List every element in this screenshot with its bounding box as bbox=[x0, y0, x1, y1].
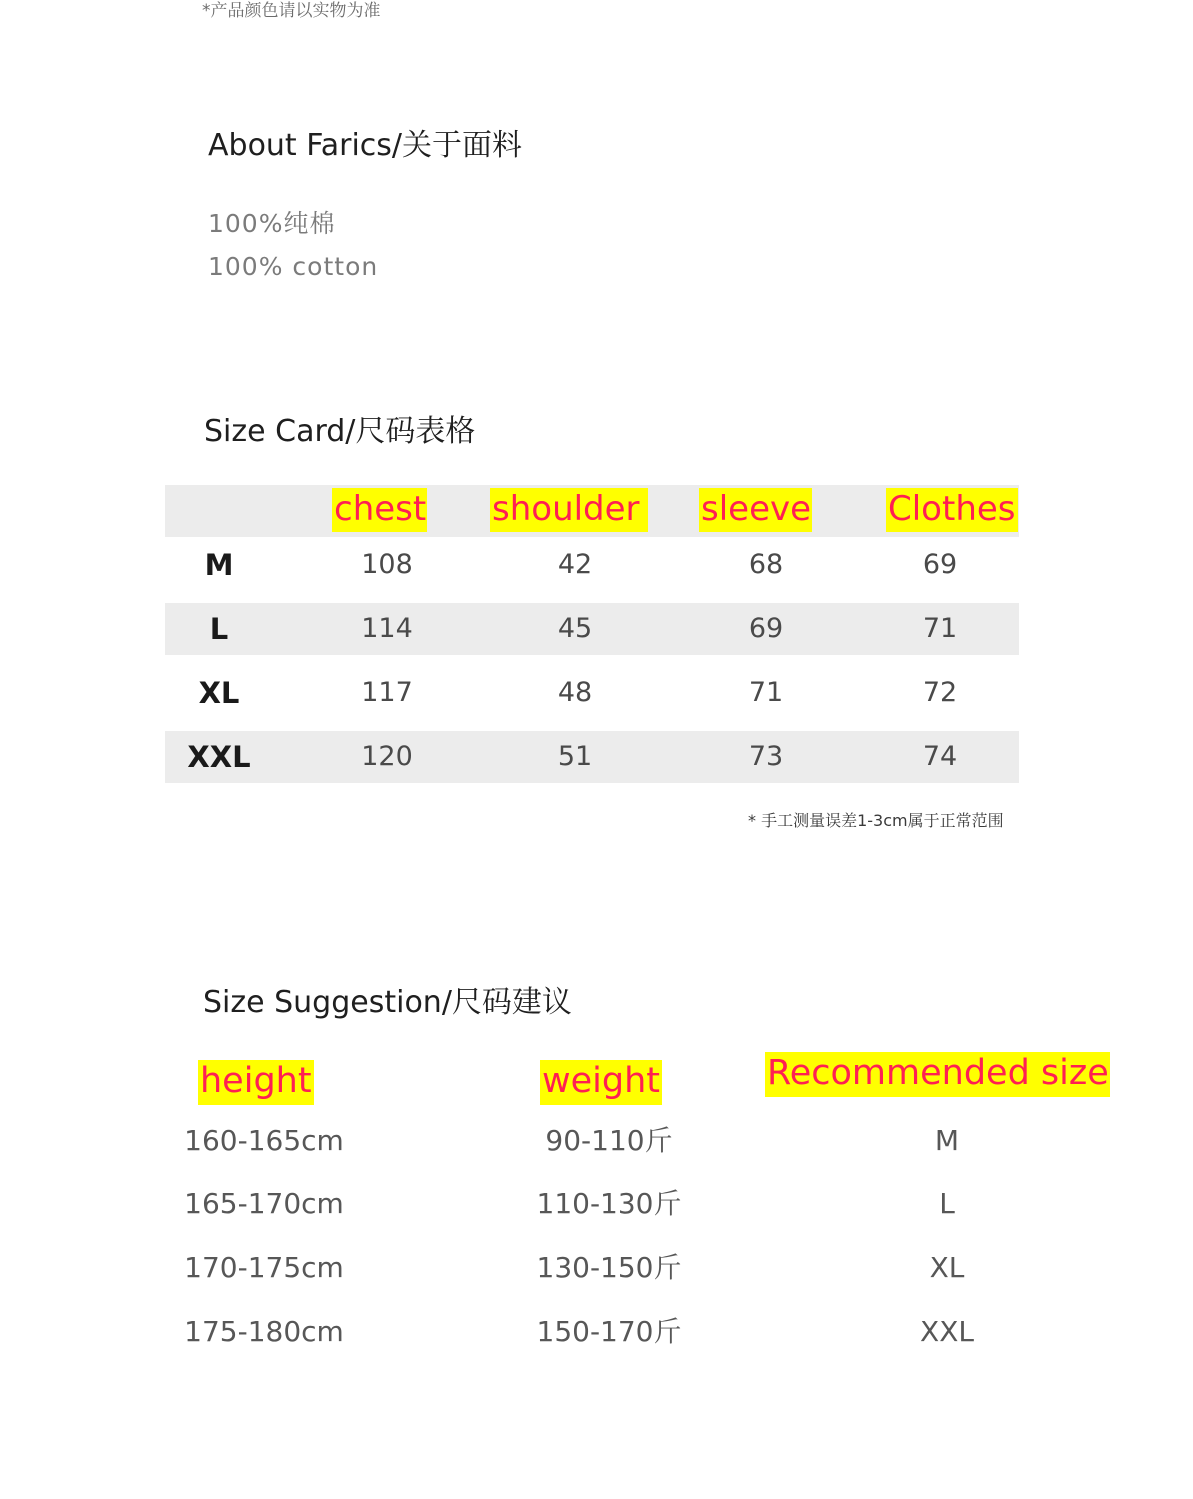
header-chest: chest bbox=[332, 488, 427, 532]
chest-value: 108 bbox=[361, 549, 413, 580]
height-range: 160-165cm bbox=[184, 1124, 344, 1157]
color-disclaimer: *产品颜色请以实物为准 bbox=[202, 1, 381, 21]
size-label: XL bbox=[198, 676, 240, 710]
size-label: L bbox=[209, 612, 229, 646]
shoulder-value: 42 bbox=[557, 549, 593, 580]
size-card-row-l bbox=[165, 603, 1019, 655]
weight-range: 130-150斤 bbox=[536, 1251, 682, 1284]
clothes-value: 71 bbox=[922, 613, 958, 644]
header-weight: weight bbox=[540, 1060, 662, 1105]
fabric-composition-cn: 100%纯棉 bbox=[208, 209, 336, 238]
chest-value: 114 bbox=[361, 613, 413, 644]
weight-range: 90-110斤 bbox=[545, 1124, 673, 1157]
recommended-size: M bbox=[934, 1124, 960, 1157]
clothes-value: 69 bbox=[922, 549, 958, 580]
shoulder-value: 51 bbox=[557, 741, 593, 772]
chest-value: 117 bbox=[361, 677, 413, 708]
header-recommended-size: Recommended size bbox=[765, 1052, 1110, 1097]
height-range: 170-175cm bbox=[184, 1251, 344, 1284]
fabric-composition-en: 100% cotton bbox=[208, 252, 379, 281]
size-suggestion-title: Size Suggestion/尺码建议 bbox=[203, 985, 572, 1020]
sleeve-value: 68 bbox=[748, 549, 784, 580]
sleeve-value: 73 bbox=[748, 741, 784, 772]
weight-range: 110-130斤 bbox=[536, 1187, 682, 1220]
size-label: M bbox=[204, 548, 234, 582]
size-card-title: Size Card/尺码表格 bbox=[204, 414, 476, 449]
header-sleeve: sleeve bbox=[699, 488, 812, 532]
fabric-section-title: About Farics/关于面料 bbox=[208, 128, 523, 163]
header-clothes: Clothes bbox=[886, 488, 1018, 532]
header-shoulder: shoulder bbox=[490, 488, 648, 532]
recommended-size: L bbox=[939, 1187, 955, 1220]
recommended-size: XXL bbox=[920, 1315, 974, 1348]
size-card-row-xxl bbox=[165, 731, 1019, 783]
recommended-size: XL bbox=[929, 1251, 965, 1284]
sleeve-value: 71 bbox=[748, 677, 784, 708]
sleeve-value: 69 bbox=[748, 613, 784, 644]
size-card-row-xl bbox=[165, 667, 1019, 719]
shoulder-value: 48 bbox=[557, 677, 593, 708]
header-height: height bbox=[198, 1060, 314, 1105]
shoulder-value: 45 bbox=[557, 613, 593, 644]
size-card-row-m bbox=[165, 539, 1019, 591]
size-label: XXL bbox=[187, 740, 251, 774]
clothes-value: 72 bbox=[922, 677, 958, 708]
clothes-value: 74 bbox=[922, 741, 958, 772]
weight-range: 150-170斤 bbox=[536, 1315, 682, 1348]
height-range: 165-170cm bbox=[184, 1187, 344, 1220]
measurement-note: * 手工测量误差1-3cm属于正常范围 bbox=[748, 811, 1004, 830]
chest-value: 120 bbox=[361, 741, 413, 772]
height-range: 175-180cm bbox=[184, 1315, 344, 1348]
